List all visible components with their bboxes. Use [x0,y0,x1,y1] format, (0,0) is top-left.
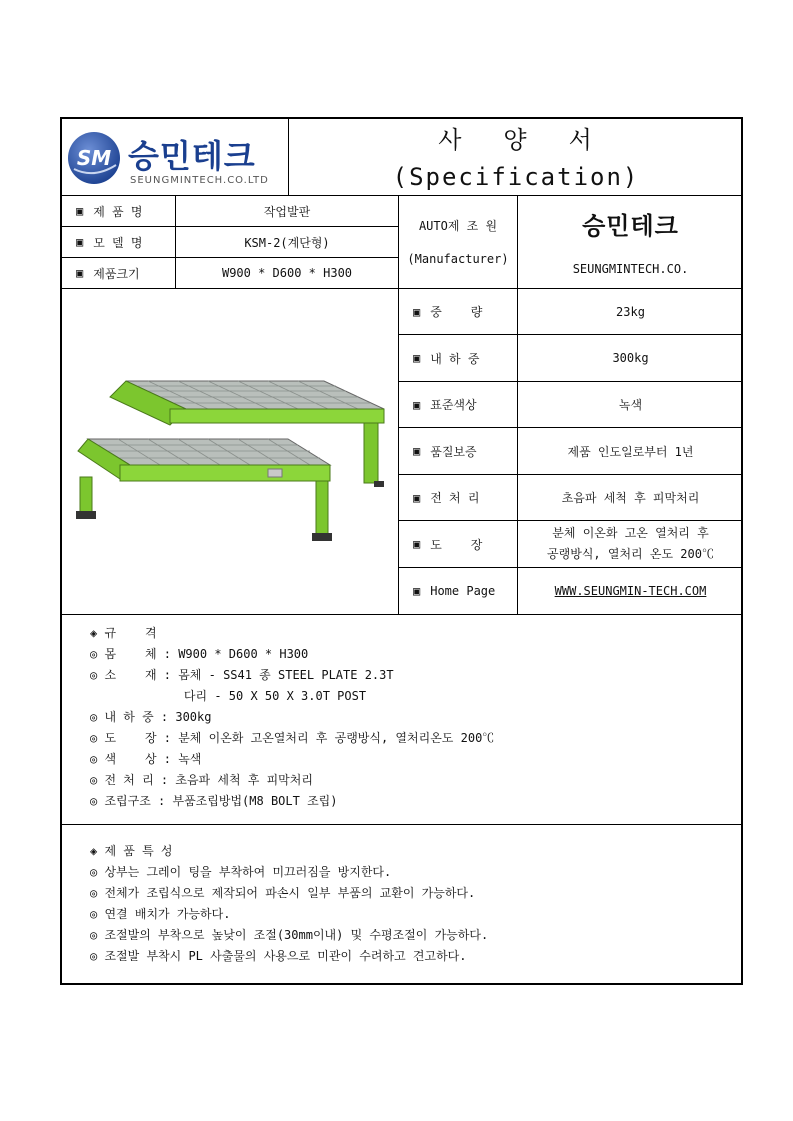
detail-value-coating: 분체 이온화 고온 열처리 후 공랭방식, 열처리 온도 200℃ [547,526,714,561]
detail-value-homepage [518,568,743,614]
detail-value-pretreatment: 초음파 세척 후 피막처리 [561,491,700,505]
spec-value-model: KSM-2(계단형) [244,235,330,250]
spec-label-size: ▣ 제품크기 [76,266,140,281]
company-logo [64,121,288,193]
spec-label-product: ▣ 제 품 명 [76,204,143,219]
list-item: ◈ 제 품 특 성 [90,844,173,858]
list-item: ◎ 조절발의 부착으로 높낮이 조절(30mm이내) 및 수평조절이 가능하다. [90,928,489,942]
list-item: 다리 - 50 X 50 X 3.0T POST [90,689,367,703]
step-platform-icon [68,359,394,559]
list-item: ◈ 규 격 [90,626,157,640]
list-item: ◎ 연결 배치가 가능하다. [90,907,231,921]
detail-label-warranty: ▣ 품질보증 [413,444,477,459]
list-item: ◎ 몸 체 : W900 * D600 * H300 [90,647,309,661]
spec-value-size: W900 * D600 * H300 [221,266,353,280]
detail-value-load: 300kg [612,351,649,365]
doc-title-en: (Specification) [392,163,640,191]
manufacturer-label: AUTO제 조 원 [418,218,498,233]
spec-sheet [60,117,743,985]
list-item: ◎ 전체가 조립식으로 제작되어 파손시 일부 부품의 교환이 가능하다. [90,886,476,900]
feature-list [90,841,488,967]
detail-label-coating: ▣ 도 장 [413,537,483,552]
logo-name-en: SEUNGMINTECH.CO.LTD [130,175,269,186]
detail-label-weight: ▣ 중 량 [413,304,483,319]
homepage-link[interactable]: WWW.SEUNGMIN-TECH.COM [554,584,707,598]
detail-label-load: ▣ 내 하 중 [413,351,480,366]
detail-label-color: ▣ 표준색상 [413,397,477,412]
list-item: ◎ 상부는 그레이 팅을 부착하여 미끄러짐을 방지한다. [90,865,392,879]
spec-list [90,623,494,812]
detail-value-warranty: 제품 인도일로부터 1년 [567,444,694,459]
list-item: ◎ 소 재 : 몸체 - SS41 종 STEEL PLATE 2.3T [90,668,394,682]
spec-value-product: 작업발판 [263,204,311,219]
spec-label-model: ▣ 모 델 명 [76,235,143,250]
detail-label-pretreatment: ▣ 전 처 리 [413,490,480,505]
detail-value-weight: 23kg [616,304,645,319]
list-item: ◎ 전 처 리 : 초음파 세척 후 피막처리 [90,773,313,787]
manufacturer-name-en: SEUNGMINTECH.CO. [572,262,689,276]
manufacturer-name: 승민테크 [582,211,679,240]
list-item: ◎ 내 하 중 : 300kg [90,710,212,724]
list-item: ◎ 조절발 부착시 PL 사출물의 사용으로 미관이 수려하고 견고하다. [90,949,467,963]
doc-title-ko: 사 양 서 [438,125,594,154]
detail-label-homepage: ▣ Home Page [413,584,496,598]
product-image [68,359,394,559]
list-item: ◎ 조립구조 : 부품조립방법(M8 BOLT 조립) [90,794,338,808]
manufacturer-label-en: (Manufacturer) [407,252,509,266]
list-item: ◎ 도 장 : 분체 이온화 고온열처리 후 공랭방식, 열처리온도 200℃ [90,731,495,745]
svg-text:SM: SM [76,146,112,170]
logo-name-ko: 승민테크 [128,137,256,175]
list-item: ◎ 색 상 : 녹색 [90,752,202,766]
detail-value-color: 녹색 [618,398,643,412]
